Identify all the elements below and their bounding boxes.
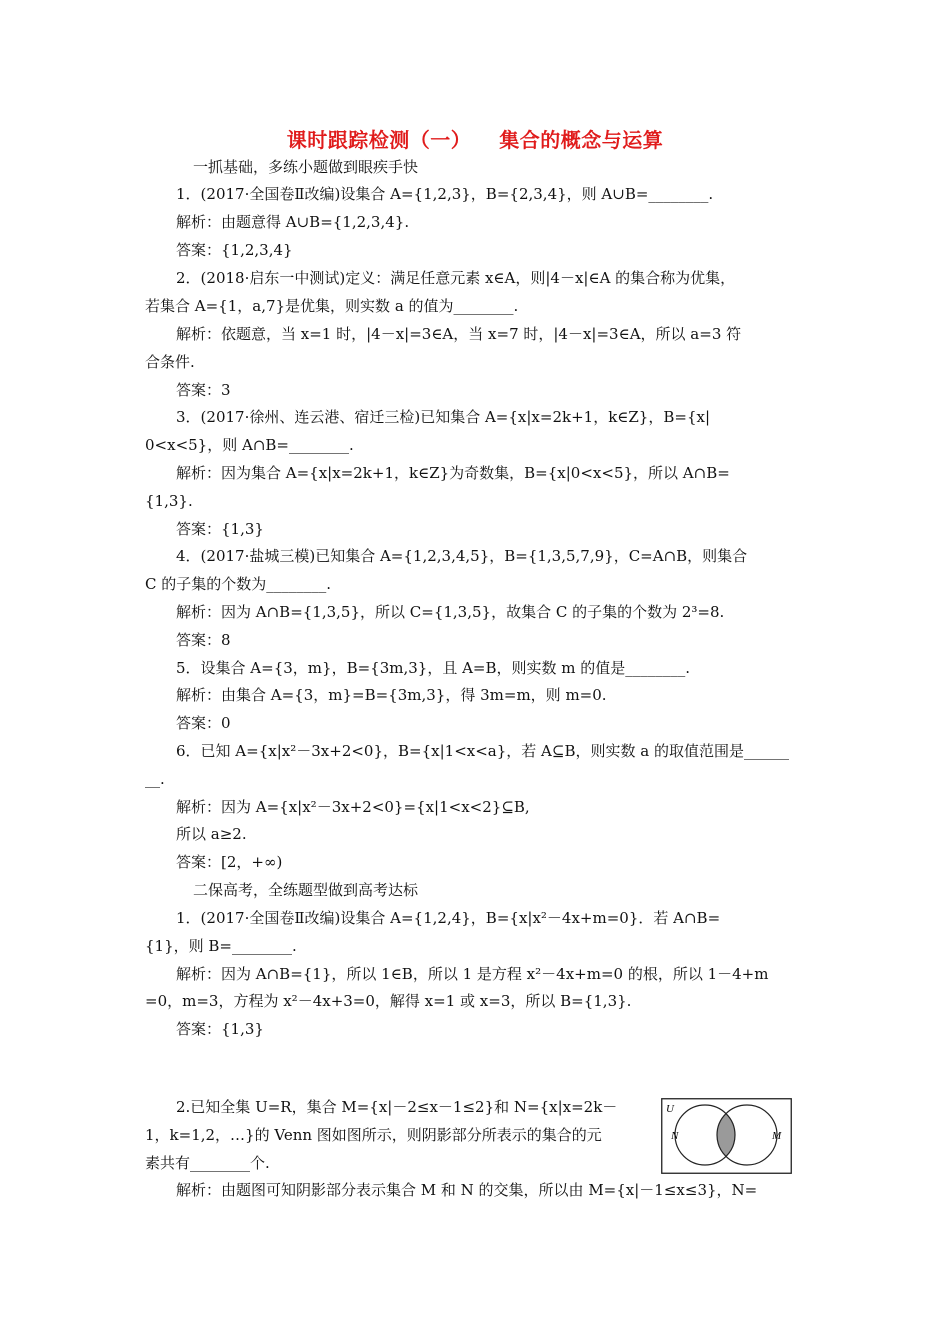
q1-analysis: 解析：由题意得 A∪B={1,2,3,4}.: [176, 213, 410, 231]
venn-diagram: [661, 1098, 792, 1174]
title-topic: 集合的概念与运算: [499, 128, 664, 152]
label-u: U: [666, 1103, 674, 1115]
q4-text: 4．(2017·盐城三模)已知集合 A={1,2,3,4,5}，B={1,3,5,7,9}，C=A∩B，则集合: [176, 547, 748, 565]
title-main: 课时跟踪检测（一）: [286, 128, 472, 152]
q2-analysis-cont: 合条件.: [145, 353, 195, 371]
q7-analysis: 解析：因为 A∩B={1}，所以 1∈B，所以 1 是方程 x²－4x+m=0 的根，所以 1－4+m: [176, 965, 769, 983]
q3-analysis-cont: {1,3}.: [145, 492, 193, 510]
section-heading-advanced: 二保高考，全练题型做到高考达标: [193, 881, 419, 899]
q8-analysis: 解析：由题图可知阴影部分表示集合 M 和 N 的交集，所以由 M={x|－1≤x≤3}，N=: [176, 1181, 758, 1199]
q7-text: 1．(2017·全国卷Ⅱ改编)设集合 A={1,2,4}，B={x|x²－4x+m=0}．若 A∩B=: [176, 909, 721, 927]
q6-analysis-cont: 所以 a≥2.: [176, 825, 247, 843]
q8-text-cont2: 素共有________个.: [145, 1154, 270, 1172]
q3-text-cont: 0<x<5}，则 A∩B=________.: [145, 436, 354, 454]
label-m: M: [772, 1130, 782, 1142]
q1-text: 1．(2017·全国卷Ⅱ改编)设集合 A={1,2,3}，B={2,3,4}，则 A∪B=________.: [176, 185, 714, 203]
q7-answer: 答案：{1,3}: [176, 1020, 264, 1038]
q5-answer: 答案：0: [176, 714, 231, 732]
q6-text-cont: __.: [145, 770, 165, 788]
q6-analysis: 解析：因为 A={x|x²－3x+2<0}={x|1<x<2}⊆B,: [176, 798, 530, 816]
q4-answer: 答案：8: [176, 631, 231, 649]
q8-text-cont: 1，k=1,2，…}的 Venn 图如图所示，则阴影部分所表示的集合的元: [145, 1126, 602, 1144]
section-heading-basic: 一抓基础，多练小题做到眼疾手快: [193, 158, 419, 176]
q3-answer: 答案：{1,3}: [176, 520, 264, 538]
q4-analysis: 解析：因为 A∩B={1,3,5}，所以 C={1,3,5}，故集合 C 的子集的个数为 2³=8.: [176, 603, 725, 621]
q2-answer: 答案：3: [176, 381, 231, 399]
q3-text: 3．(2017·徐州、连云港、宿迁三检)已知集合 A={x|x=2k+1，k∈Z}，B={x|: [176, 408, 710, 426]
label-n: N: [671, 1130, 679, 1142]
q1-answer: 答案：{1,2,3,4}: [176, 241, 293, 259]
q8-text: 2.已知全集 U=R，集合 M={x|－2≤x－1≤2}和 N={x|x=2k－: [176, 1098, 618, 1116]
q5-analysis: 解析：由集合 A={3，m}=B={3m,3}，得 3m=m，则 m=0.: [176, 686, 607, 704]
q2-analysis: 解析：依题意，当 x=1 时，|4－x|=3∈A，当 x=7 时，|4－x|=3∈A，所以 a=3 符: [176, 325, 742, 343]
page-title: [0, 124, 950, 153]
q2-text: 2．(2018·启东一中测试)定义：满足任意元素 x∈A，则|4－x|∈A 的集合称为优集，: [176, 269, 736, 287]
q6-answer: 答案：[2，+∞): [176, 853, 283, 871]
q7-text-cont: {1}，则 B=________.: [145, 937, 297, 955]
q5-text: 5．设集合 A={3，m}，B={3m,3}，且 A=B，则实数 m 的值是________.: [176, 659, 691, 677]
q4-text-cont: C 的子集的个数为________.: [145, 575, 332, 593]
q6-text: 6．已知 A={x|x²－3x+2<0}，B={x|1<x<a}，若 A⊆B，则实数 a 的取值范围是______: [176, 742, 789, 760]
q3-analysis: 解析：因为集合 A={x|x=2k+1，k∈Z}为奇数集，B={x|0<x<5}，所以 A∩B=: [176, 464, 730, 482]
q7-analysis-cont: =0，m=3，方程为 x²－4x+3=0，解得 x=1 或 x=3，所以 B={1,3}.: [145, 992, 632, 1010]
q2-text-cont: 若集合 A={1，a,7}是优集，则实数 a 的值为________.: [145, 297, 519, 315]
